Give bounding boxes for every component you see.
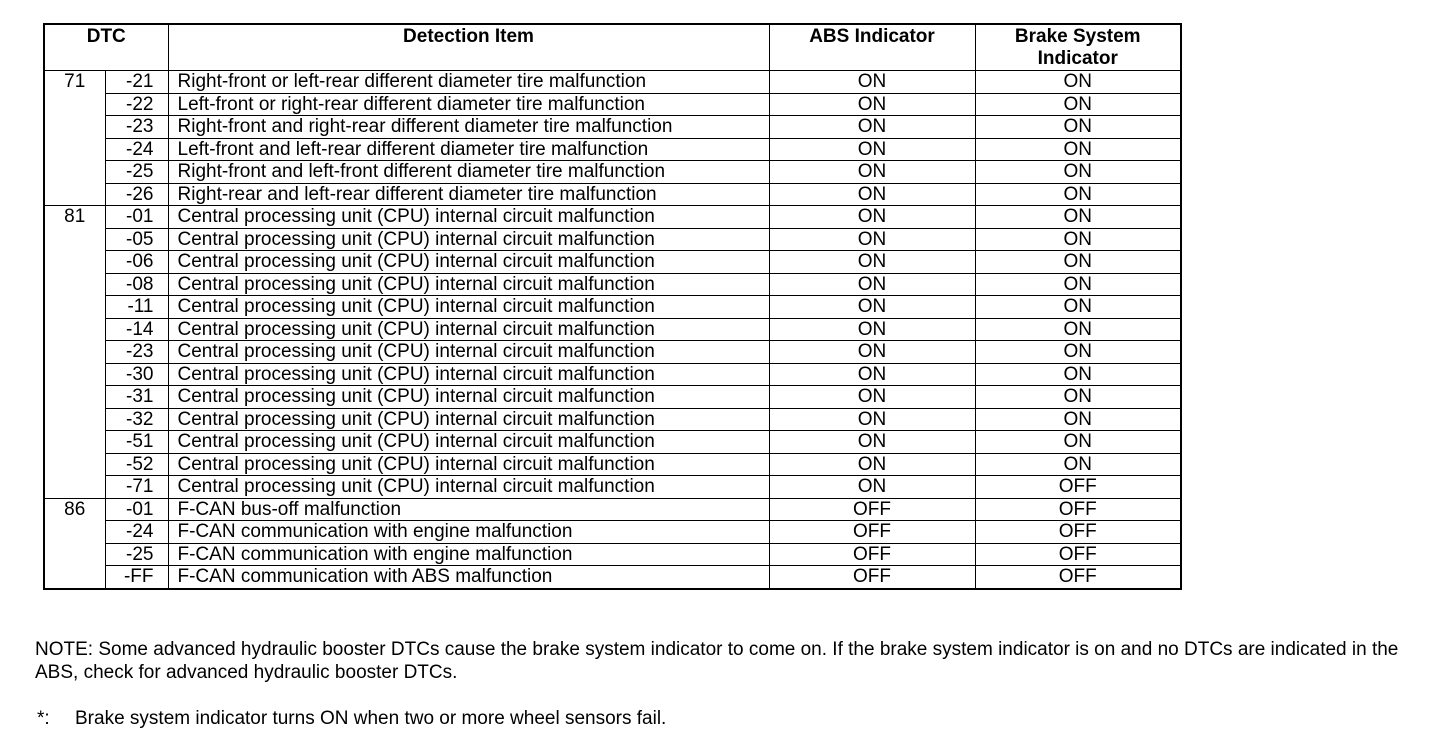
- abs-indicator-value: ON: [769, 93, 975, 116]
- brake-indicator-value: ON: [975, 431, 1181, 454]
- brake-indicator-value: OFF: [975, 476, 1181, 499]
- brake-indicator-value: ON: [975, 341, 1181, 364]
- abs-indicator-value: ON: [769, 228, 975, 251]
- detection-item: Central processing unit (CPU) internal circuit malfunction: [168, 341, 769, 364]
- dtc-main-code: 71: [44, 71, 105, 206]
- dtc-sub-code: -08: [105, 273, 168, 296]
- abs-indicator-value: ON: [769, 273, 975, 296]
- abs-indicator-value: ON: [769, 476, 975, 499]
- brake-indicator-value: ON: [975, 138, 1181, 161]
- brake-indicator-value: ON: [975, 93, 1181, 116]
- detection-item: Central processing unit (CPU) internal circuit malfunction: [168, 273, 769, 296]
- brake-indicator-value: OFF: [975, 521, 1181, 544]
- dtc-sub-code: -21: [105, 71, 168, 94]
- header-brake-system-indicator: [975, 24, 1181, 71]
- dtc-sub-code: -52: [105, 453, 168, 476]
- header-dtc: DTC: [44, 24, 168, 71]
- table-row: [44, 161, 1181, 184]
- brake-indicator-value: ON: [975, 386, 1181, 409]
- brake-indicator-value: ON: [975, 453, 1181, 476]
- table-row: [44, 93, 1181, 116]
- dtc-sub-code: -01: [105, 206, 168, 229]
- table-row: [44, 521, 1181, 544]
- dtc-sub-code: -22: [105, 93, 168, 116]
- detection-item: Right-front or left-rear different diameter tire malfunction: [168, 71, 769, 94]
- table-row: [44, 71, 1181, 94]
- abs-indicator-value: ON: [769, 161, 975, 184]
- detection-item: Central processing unit (CPU) internal circuit malfunction: [168, 228, 769, 251]
- detection-item: Central processing unit (CPU) internal circuit malfunction: [168, 206, 769, 229]
- abs-indicator-value: ON: [769, 386, 975, 409]
- table-row: [44, 138, 1181, 161]
- abs-indicator-value: ON: [769, 116, 975, 139]
- abs-indicator-value: ON: [769, 71, 975, 94]
- brake-indicator-value: ON: [975, 183, 1181, 206]
- dtc-table-body: [44, 71, 1181, 589]
- brake-indicator-value: ON: [975, 363, 1181, 386]
- dtc-sub-code: -01: [105, 498, 168, 521]
- dtc-sub-code: -14: [105, 318, 168, 341]
- dtc-sub-code: -51: [105, 431, 168, 454]
- abs-indicator-value: ON: [769, 206, 975, 229]
- brake-indicator-value: ON: [975, 228, 1181, 251]
- table-row: [44, 183, 1181, 206]
- abs-indicator-value: ON: [769, 431, 975, 454]
- header-row: [44, 24, 1181, 71]
- footnote: [37, 707, 666, 730]
- detection-item: Left-front or right-rear different diameter tire malfunction: [168, 93, 769, 116]
- dtc-sub-code: -FF: [105, 566, 168, 589]
- table-row: [44, 318, 1181, 341]
- abs-indicator-value: ON: [769, 138, 975, 161]
- abs-indicator-value: OFF: [769, 566, 975, 589]
- table-row: [44, 476, 1181, 499]
- dtc-sub-code: -24: [105, 521, 168, 544]
- table-row: [44, 431, 1181, 454]
- dtc-sub-code: -31: [105, 386, 168, 409]
- table-row: [44, 386, 1181, 409]
- detection-item: Central processing unit (CPU) internal circuit malfunction: [168, 251, 769, 274]
- detection-item: Central processing unit (CPU) internal circuit malfunction: [168, 318, 769, 341]
- table-row: [44, 116, 1181, 139]
- note-text: NOTE: Some advanced hydraulic booster DTCs cause the brake system indicator to come on. If the brake system indicator is on and no DTCs are indicated in the ABS, check for advanced hydraulic booster DTCs.: [35, 639, 1399, 683]
- abs-indicator-value: OFF: [769, 498, 975, 521]
- dtc-sub-code: -11: [105, 296, 168, 319]
- abs-indicator-value: ON: [769, 251, 975, 274]
- table-row: [44, 498, 1181, 521]
- dtc-sub-code: -25: [105, 543, 168, 566]
- table-row: [44, 543, 1181, 566]
- detection-item: Central processing unit (CPU) internal circuit malfunction: [168, 453, 769, 476]
- brake-indicator-value: OFF: [975, 498, 1181, 521]
- brake-indicator-value: OFF: [975, 566, 1181, 589]
- dtc-sub-code: -23: [105, 116, 168, 139]
- table-row: [44, 296, 1181, 319]
- dtc-table: [43, 23, 1182, 590]
- table-row: [44, 453, 1181, 476]
- table-row: [44, 206, 1181, 229]
- header-brake-line2: Indicator: [1037, 48, 1118, 69]
- detection-item: Left-front and left-rear different diameter tire malfunction: [168, 138, 769, 161]
- table-row: [44, 341, 1181, 364]
- brake-indicator-value: OFF: [975, 543, 1181, 566]
- detection-item: Central processing unit (CPU) internal circuit malfunction: [168, 408, 769, 431]
- table-row: [44, 363, 1181, 386]
- footnote-text: Brake system indicator turns ON when two or more wheel sensors fail.: [75, 708, 667, 729]
- detection-item: Central processing unit (CPU) internal circuit malfunction: [168, 476, 769, 499]
- dtc-sub-code: -05: [105, 228, 168, 251]
- table-row: [44, 251, 1181, 274]
- brake-indicator-value: ON: [975, 408, 1181, 431]
- header-brake-line1: Brake System: [1014, 26, 1141, 47]
- abs-indicator-value: OFF: [769, 521, 975, 544]
- brake-indicator-value: ON: [975, 273, 1181, 296]
- table-row: [44, 273, 1181, 296]
- brake-indicator-value: ON: [975, 206, 1181, 229]
- abs-indicator-value: ON: [769, 183, 975, 206]
- dtc-sub-code: -25: [105, 161, 168, 184]
- brake-indicator-value: ON: [975, 296, 1181, 319]
- brake-indicator-value: ON: [975, 251, 1181, 274]
- brake-indicator-value: ON: [975, 116, 1181, 139]
- abs-indicator-value: ON: [769, 318, 975, 341]
- detection-item: Right-rear and left-rear different diameter tire malfunction: [168, 183, 769, 206]
- detection-item: F-CAN communication with engine malfunction: [168, 543, 769, 566]
- brake-indicator-value: ON: [975, 71, 1181, 94]
- detection-item: Central processing unit (CPU) internal circuit malfunction: [168, 431, 769, 454]
- abs-indicator-value: ON: [769, 408, 975, 431]
- dtc-sub-code: -32: [105, 408, 168, 431]
- abs-indicator-value: ON: [769, 296, 975, 319]
- detection-item: F-CAN bus-off malfunction: [168, 498, 769, 521]
- dtc-sub-code: -30: [105, 363, 168, 386]
- detection-item: Right-front and right-rear different diameter tire malfunction: [168, 116, 769, 139]
- footnote-marker: *:: [37, 708, 50, 729]
- abs-indicator-value: ON: [769, 363, 975, 386]
- detection-item: Central processing unit (CPU) internal circuit malfunction: [168, 386, 769, 409]
- abs-indicator-value: OFF: [769, 543, 975, 566]
- abs-indicator-value: ON: [769, 341, 975, 364]
- table-row: [44, 228, 1181, 251]
- brake-indicator-value: ON: [975, 318, 1181, 341]
- table-row: [44, 566, 1181, 589]
- header-abs-indicator: ABS Indicator: [769, 24, 975, 71]
- dtc-sub-code: -06: [105, 251, 168, 274]
- dtc-sub-code: -71: [105, 476, 168, 499]
- detection-item: Right-front and left-front different diameter tire malfunction: [168, 161, 769, 184]
- dtc-main-code: 86: [44, 498, 105, 589]
- dtc-sub-code: -23: [105, 341, 168, 364]
- abs-indicator-value: ON: [769, 453, 975, 476]
- brake-indicator-value: ON: [975, 161, 1181, 184]
- detection-item: Central processing unit (CPU) internal circuit malfunction: [168, 363, 769, 386]
- detection-item: F-CAN communication with engine malfunction: [168, 521, 769, 544]
- detection-item: Central processing unit (CPU) internal circuit malfunction: [168, 296, 769, 319]
- table-row: [44, 408, 1181, 431]
- dtc-sub-code: -26: [105, 183, 168, 206]
- header-detection-item: Detection Item: [168, 24, 769, 71]
- dtc-main-code: 81: [44, 206, 105, 499]
- dtc-sub-code: -24: [105, 138, 168, 161]
- detection-item: F-CAN communication with ABS malfunction: [168, 566, 769, 589]
